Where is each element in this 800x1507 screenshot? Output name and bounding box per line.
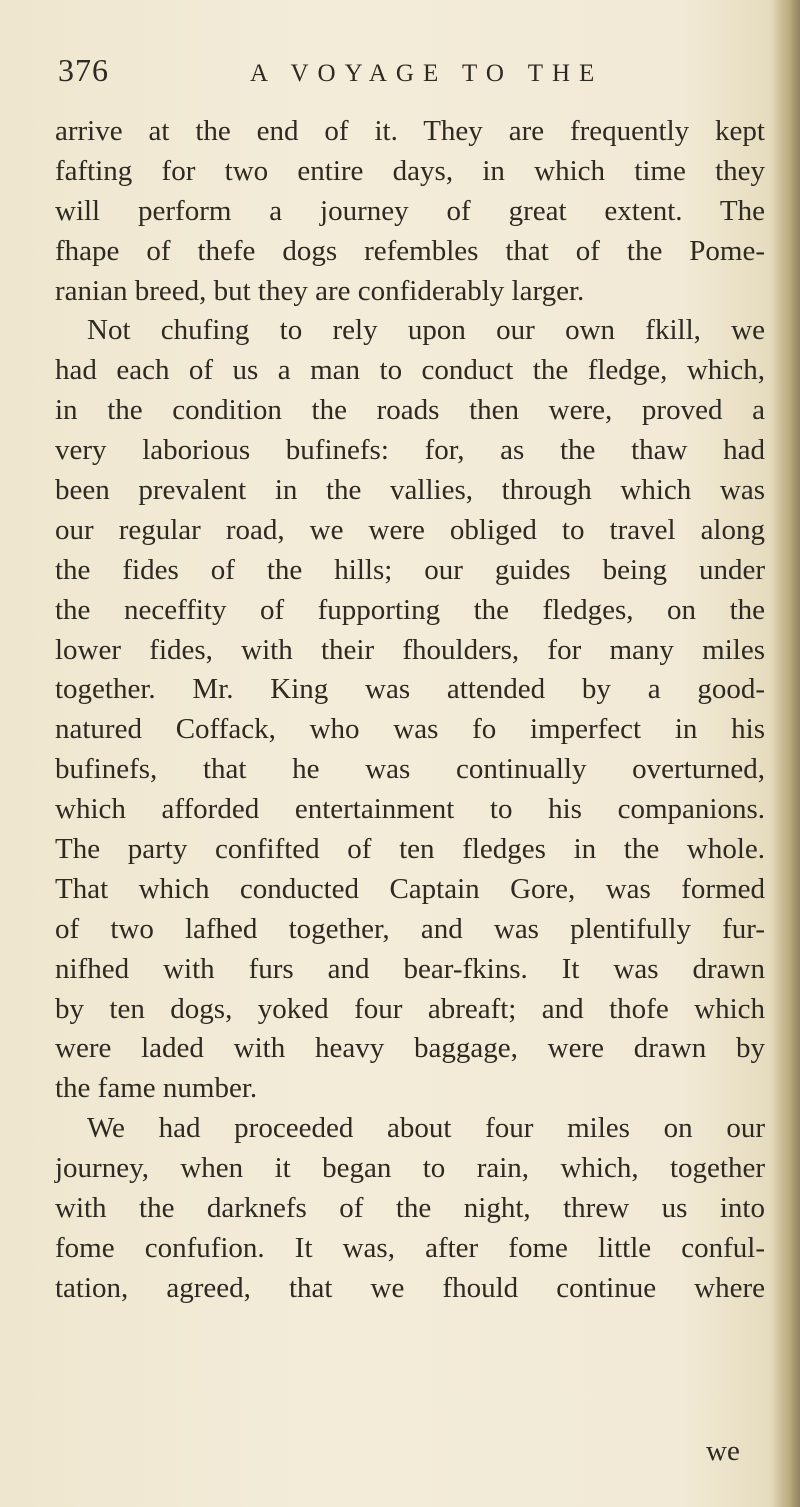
text-line: natured Coffack, who was fo imperfect in his — [55, 713, 765, 746]
text-line: the fame number. — [55, 1072, 258, 1105]
text-line: very laborious bufinefs: for, as the thaw had — [55, 434, 765, 467]
text-line: The party confifted of ten fledges in the whole. — [55, 833, 765, 866]
running-head: A VOYAGE TO THE — [250, 60, 604, 87]
page-header — [58, 52, 758, 112]
text-line: bufinefs, that he was continually overturned, — [55, 753, 765, 786]
text-line: fhape of thefe dogs refembles that of the Pome- — [55, 234, 765, 267]
text-line: the neceffity of fupporting the fledges, on the — [55, 593, 765, 626]
text-line: together. Mr. King was attended by a good- — [55, 673, 765, 706]
text-line: of two lafhed together, and was plentifully fur- — [55, 912, 765, 945]
text-line: That which conducted Captain Gore, was formed — [55, 872, 765, 905]
text-line: fafting for two entire days, in which time they — [55, 154, 765, 187]
text-line: tation, agreed, that we fhould continue where — [55, 1271, 765, 1304]
text-line: by ten dogs, yoked four abreaft; and thofe which — [55, 992, 765, 1025]
text-line: our regular road, we were obliged to travel along — [55, 513, 765, 546]
text-line: had each of us a man to conduct the fledge, which, — [55, 354, 765, 387]
page-number: 376 — [58, 52, 109, 88]
text-line: which afforded entertainment to his companions. — [55, 793, 765, 826]
text-line: fome confufion. It was, after fome little conful- — [55, 1231, 765, 1264]
paragraph-start-line: Not chufing to rely upon our own fkill, we — [87, 314, 765, 347]
catchword: we — [706, 1435, 740, 1467]
text-line: the fides of the hills; our guides being under — [55, 553, 765, 586]
paragraph-start-line: We had proceeded about four miles on our — [87, 1112, 765, 1145]
text-line: arrive at the end of it. They are frequently kept — [55, 115, 765, 147]
text-line: journey, when it began to rain, which, together — [55, 1152, 765, 1185]
text-line: in the condition the roads then were, proved a — [55, 394, 765, 427]
page-edge-shadow — [772, 0, 800, 1507]
text-line: nifhed with furs and bear-fkins. It was drawn — [55, 952, 765, 985]
text-line: lower fides, with their fhoulders, for many miles — [55, 633, 765, 666]
text-line: will perform a journey of great extent. The — [55, 194, 765, 227]
text-line: with the darknefs of the night, threw us into — [55, 1192, 765, 1225]
text-line: were laded with heavy baggage, were drawn by — [55, 1032, 765, 1065]
body-text — [55, 112, 765, 1309]
text-line: been prevalent in the vallies, through which was — [55, 474, 765, 507]
text-line: ranian breed, but they are confiderably larger. — [55, 274, 585, 307]
